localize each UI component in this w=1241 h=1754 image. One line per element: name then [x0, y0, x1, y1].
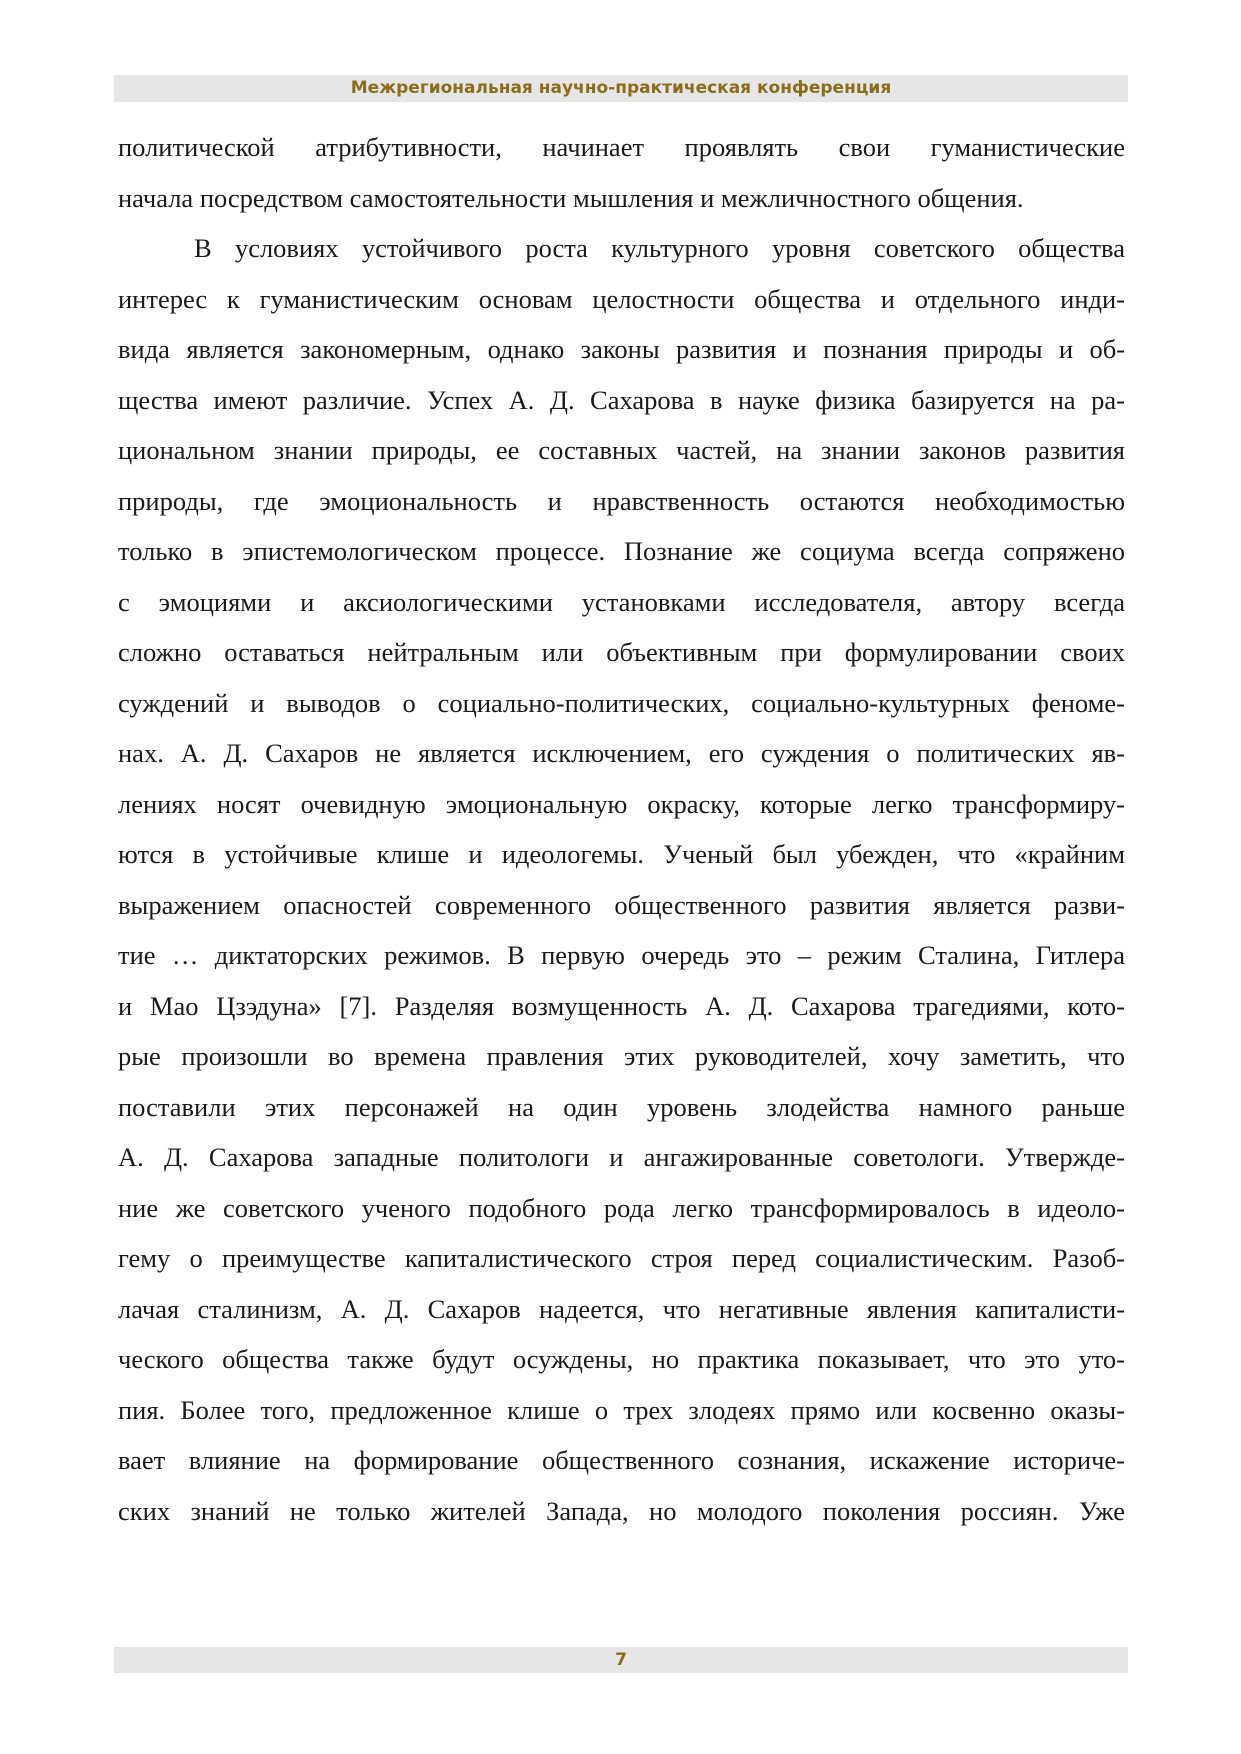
text-line: тие … диктаторских режимов. В первую очередь это – режим Сталина, Гитлера — [118, 940, 1125, 970]
text-line: с эмоциями и аксиологическими установками исследователя, автору всегда — [118, 586, 1125, 617]
text-line: лениях носят очевидную эмоциональную окраску, которые легко трансформиру- — [118, 788, 1125, 819]
text-line: вает влияние на формирование общественного сознания, искажение историче- — [118, 1445, 1125, 1475]
text-line: поставили этих персонажей на один уровень злодейства намного раньше — [118, 1091, 1125, 1122]
text-line: циональном знании природы, ее составных частей, на знании законов развития — [118, 435, 1125, 465]
text-line: природы, где эмоциональность и нравственность остаются необходимостью — [118, 485, 1125, 516]
text-line: ческого общества также будут осуждены, но практика показывает, что это уто- — [118, 1344, 1125, 1374]
body-text — [118, 122, 1125, 1536]
text-line: пия. Более того, предложенное клише о трех злодеях прямо или косвенно оказы- — [118, 1394, 1125, 1425]
text-line: политической атрибутивности, начинает проявлять свои гуманистические — [118, 132, 1125, 162]
conference-title: Межрегиональная научно-практическая конференция — [350, 78, 892, 98]
text-line: сложно оставаться нейтральным или объективным при формулировании своих — [118, 637, 1125, 667]
text-line: В условиях устойчивого роста культурного уровня советского общества — [194, 233, 1125, 263]
text-line: нах. А. Д. Сахаров не является исключением, его суждения о политических яв- — [118, 738, 1125, 768]
text-line: ются в устойчивые клише и идеологемы. Ученый был убежден, что «крайним — [118, 839, 1125, 869]
text-line: суждений и выводов о социально-политических, социально-культурных феноме- — [118, 687, 1125, 718]
text-line: ских знаний не только жителей Запада, но молодого поколения россиян. Уже — [118, 1495, 1125, 1526]
text-line: гему о преимуществе капиталистического строя перед социалистическим. Разоб- — [118, 1243, 1125, 1273]
text-line: и Мао Цзэдуна» [7]. Разделяя возмущенность А. Д. Сахарова трагедиями, кото- — [118, 990, 1125, 1021]
text-line: начала посредством самостоятельности мышления и межличностного общения. — [118, 182, 1024, 213]
text-line: ние же советского ученого подобного рода легко трансформировалось в идеоло- — [118, 1192, 1125, 1223]
running-header — [114, 75, 1128, 102]
text-line: интерес к гуманистическим основам целостности общества и отдельного инди- — [118, 283, 1125, 314]
running-footer — [114, 1647, 1128, 1673]
text-line: выражением опасностей современного общественного развития является разви- — [118, 889, 1125, 920]
text-line: вида является закономерным, однако законы развития и познания природы и об- — [118, 334, 1125, 364]
text-line: щества имеют различие. Успех А. Д. Сахарова в науке физика базируется на ра- — [118, 384, 1125, 415]
page-number: 7 — [615, 1650, 627, 1670]
text-line: лачая сталинизм, А. Д. Сахаров надеется, что негативные явления капиталисти- — [118, 1293, 1125, 1324]
text-line: А. Д. Сахарова западные политологи и ангажированные советологи. Утвержде- — [118, 1142, 1125, 1172]
text-line: рые произошли во времена правления этих руководителей, хочу заметить, что — [118, 1041, 1125, 1071]
text-line: только в эпистемологическом процессе. Познание же социума всегда сопряжено — [118, 536, 1125, 566]
